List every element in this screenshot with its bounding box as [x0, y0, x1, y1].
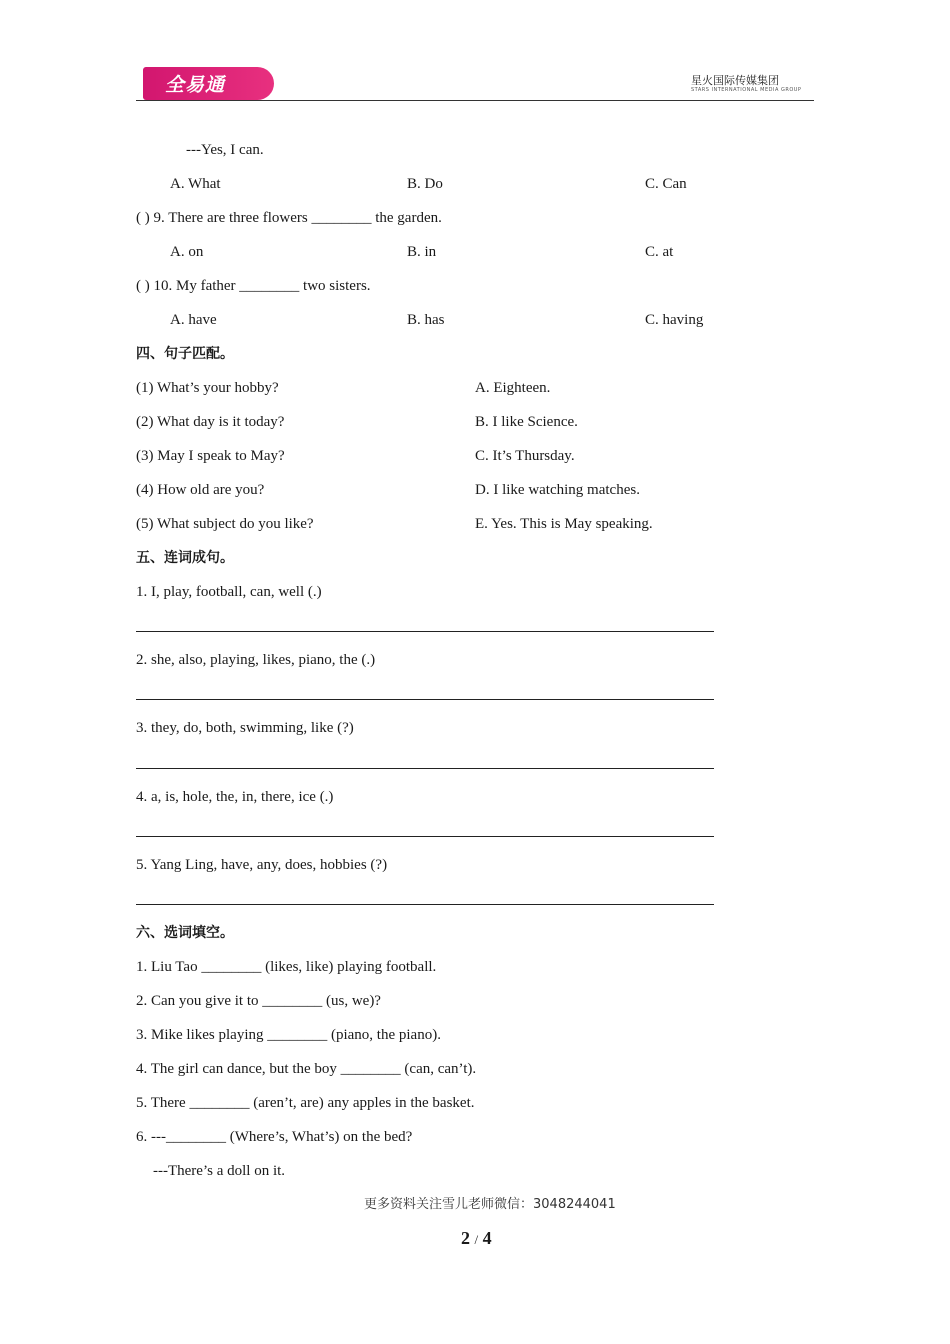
fill-item-6-reply: ---There’s a doll on it. [153, 1163, 286, 1179]
brand-name: 星火国际传媒集团 [691, 74, 779, 87]
q10-option-c: C. having [645, 312, 704, 328]
match-right-d: D. I like watching matches. [475, 482, 640, 498]
page-total: 4 [482, 1228, 492, 1248]
q9-stem: ( ) 9. There are three flowers ________ the garden. [136, 210, 442, 226]
q10-option-a: A. have [170, 312, 217, 328]
footer-note: 更多资料关注雪儿老师微信：3048244041 [364, 1197, 616, 1212]
q10-stem: ( ) 10. My father ________ two sisters. [136, 278, 371, 294]
q9-option-a: A. on [170, 244, 204, 260]
fill-item-1: 1. Liu Tao ________ (likes, like) playing football. [136, 959, 437, 975]
section5-title: 五、连词成句。 [136, 550, 234, 566]
header-divider [136, 100, 814, 101]
q10-option-b: B. has [407, 312, 445, 328]
answer-line [136, 836, 714, 837]
match-left-4: (4) How old are you? [136, 482, 265, 498]
q9-option-c: C. at [645, 244, 674, 260]
match-right-b: B. I like Science. [475, 414, 578, 430]
brand-subtitle: STARS INTERNATIONAL MEDIA GROUP [691, 87, 802, 93]
q8-answer-line: ---Yes, I can. [186, 142, 264, 158]
fill-item-3: 3. Mike likes playing ________ (piano, the piano). [136, 1027, 441, 1043]
answer-line [136, 631, 714, 632]
logo [143, 67, 274, 100]
match-left-2: (2) What day is it today? [136, 414, 285, 430]
reorder-item-3: 3. they, do, both, swimming, like (?) [136, 720, 354, 736]
match-right-a: A. Eighteen. [475, 380, 551, 396]
answer-line [136, 904, 714, 905]
section6-title: 六、选词填空。 [136, 925, 234, 941]
match-left-5: (5) What subject do you like? [136, 516, 314, 532]
match-left-3: (3) May I speak to May? [136, 448, 285, 464]
section4-title: 四、句子匹配。 [136, 346, 234, 362]
q9-option-b: B. in [407, 244, 437, 260]
reorder-item-1: 1. I, play, football, can, well (.) [136, 584, 322, 600]
q8-option-b: B. Do [407, 176, 443, 192]
page-current: 2 [461, 1228, 470, 1248]
fill-item-5: 5. There ________ (aren’t, are) any apples in the basket. [136, 1095, 475, 1111]
match-left-1: (1) What’s your hobby? [136, 380, 279, 396]
page-separator: / [474, 1232, 479, 1247]
answer-line [136, 768, 714, 769]
fill-item-2: 2. Can you give it to ________ (us, we)? [136, 993, 381, 1009]
q8-option-a: A. What [170, 176, 221, 192]
q8-option-c: C. Can [645, 176, 687, 192]
fill-item-6: 6. ---________ (Where’s, What’s) on the bed? [136, 1129, 413, 1145]
page-number [461, 1228, 492, 1249]
fill-item-4: 4. The girl can dance, but the boy ________ (can, can’t). [136, 1061, 477, 1077]
reorder-item-4: 4. a, is, hole, the, in, there, ice (.) [136, 789, 334, 805]
match-right-e: E. Yes. This is May speaking. [475, 516, 653, 532]
match-right-c: C. It’s Thursday. [475, 448, 575, 464]
answer-line [136, 699, 714, 700]
logo-text: 全易通 [165, 74, 226, 96]
reorder-item-5: 5. Yang Ling, have, any, does, hobbies (?) [136, 857, 388, 873]
reorder-item-2: 2. she, also, playing, likes, piano, the (.) [136, 652, 376, 668]
